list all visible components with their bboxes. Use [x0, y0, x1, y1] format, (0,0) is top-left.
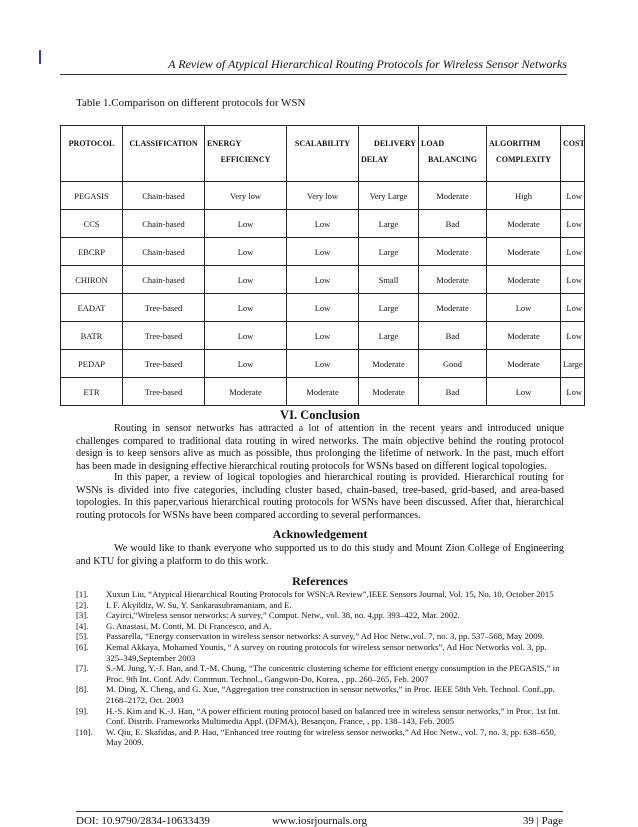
reference-number: [2]. [76, 599, 89, 610]
column-header-line: SCALABILITY [294, 139, 351, 148]
table-cell: PEDAP [61, 350, 123, 378]
table-cell: Low [287, 266, 359, 294]
table-cell: Low [561, 238, 585, 266]
column-header-line: DELIVERY [374, 139, 416, 148]
table-cell: Chain-based [123, 210, 205, 238]
table-cell: Low [205, 238, 287, 266]
table-cell: Large [561, 350, 585, 378]
reference-text: Passarella, “Energy conservation in wireless sensor networks: A survey,” Ad Hoc Netw.,vol. 7, no. 3, pp. 537–568, May 2009. [106, 631, 545, 642]
table-cell: Moderate [359, 378, 419, 406]
table-cell: Moderate [487, 238, 561, 266]
reference-item [76, 706, 566, 727]
table-cell: Low [205, 350, 287, 378]
table-cell: PEGASIS [61, 182, 123, 210]
table-cell: Low [561, 378, 585, 406]
acknowledgement-paragraph: We would like to thank everyone who supported us to do this study and Mount Zion College of Engineering and KTU for giving a platform to do this work. [76, 543, 564, 567]
table-cell: Low [487, 294, 561, 322]
column-header-line: PROTOCOL [68, 139, 115, 148]
footer-doi: DOI: 10.9790/2834-10633439 [76, 815, 210, 827]
reference-item [76, 631, 566, 642]
table-cell: Moderate [419, 182, 487, 210]
table-cell: Chain-based [123, 266, 205, 294]
table-cell: CHIRON [61, 266, 123, 294]
reference-item [76, 727, 566, 748]
table-cell: Bad [419, 210, 487, 238]
table-cell: Tree-based [123, 350, 205, 378]
table-cell: Very Large [359, 182, 419, 210]
table-cell: Moderate [419, 266, 487, 294]
footer-website: www.iosrjournals.org [271, 815, 368, 827]
table-cell: CCS [61, 210, 123, 238]
reference-text: Cayirci,“Wireless sensor networks: A survey,” Comput. Netw., vol. 38, no. 4,pp. 393–422, Mar. 2002. [106, 610, 460, 621]
table-cell: EBCRP [61, 238, 123, 266]
reference-number: [8]. [76, 684, 89, 695]
table-cell: Tree-based [123, 322, 205, 350]
reference-number: [9]. [76, 705, 89, 716]
column-header [419, 126, 487, 182]
table-cell: Moderate [487, 210, 561, 238]
table-cell: Low [205, 210, 287, 238]
table-cell: Moderate [205, 378, 287, 406]
table-cell: Small [359, 266, 419, 294]
table-cell: Low [561, 210, 585, 238]
reference-text: W. Qiu, E. Skafidas, and P. Hao, “Enhanced tree routing for wireless sensor networks,” Ad Hoc Netw., vol. 7, no. 3, pp. 638–650, May 2009. [106, 726, 557, 748]
column-header [123, 126, 205, 182]
table-cell: Moderate [487, 350, 561, 378]
table-cell: Moderate [487, 322, 561, 350]
table-cell: Bad [419, 378, 487, 406]
reference-item [76, 642, 566, 663]
table-cell: Large [359, 210, 419, 238]
reference-number: [3]. [76, 610, 89, 621]
table-cell: Low [287, 238, 359, 266]
column-header [287, 126, 359, 182]
table-header-row [61, 126, 585, 182]
column-header-line: ALGORITHM [489, 139, 541, 148]
table-row [61, 294, 585, 322]
table-row [61, 182, 585, 210]
table-cell: Low [205, 322, 287, 350]
reference-text: Xuxun Liu, “Atypical Hierarchical Routing Protocols for WSN:A Review”,IEEE Sensors Journal, Vol. 15, No. 10, October 2015 [106, 589, 554, 599]
table-cell: ETR [61, 378, 123, 406]
table-cell: Low [561, 182, 585, 210]
table-cell: Moderate [419, 294, 487, 322]
column-header-line: ENERGY [207, 139, 242, 148]
conclusion-paragraph-2: In this paper, a review of logical topologies and hierarchical routing is provided. Hierarchical routing for WSNs is divided into five categories, including cluster based, chain-based, tree-based, grid-based, and area-based topologies. In this paper,various hierarchical routing protocols for WSNs have been discussed. After that, hierarchical routing protocols for WSNs have been compared according to several performances. [76, 472, 564, 521]
table-cell: High [487, 182, 561, 210]
reference-item [76, 621, 566, 632]
column-header-line: DELAY [361, 155, 389, 164]
table-caption: Table 1.Comparison on different protocols for WSN [76, 97, 306, 109]
reference-item [76, 684, 566, 705]
table-cell: Low [561, 322, 585, 350]
table-cell: Moderate [359, 350, 419, 378]
table-row [61, 350, 585, 378]
table-cell: Moderate [487, 266, 561, 294]
table-row [61, 322, 585, 350]
margin-mark [39, 50, 41, 64]
column-header [205, 126, 287, 182]
table-row [61, 210, 585, 238]
reference-number: [10]. [76, 726, 93, 737]
reference-text: M. Ding, X. Cheng, and G. Xue, “Aggregation tree construction in sensor networks,” in Proc. IEEE 58th Veh. Technol. Conf.,pp. 2168–2172, Oct. 2003 [106, 684, 555, 705]
table-cell: Large [359, 238, 419, 266]
table-cell: Low [287, 350, 359, 378]
footer-page-number: 39 | Page [522, 815, 563, 827]
reference-text: G. Anastasi, M. Conti, M. Di Francesco, and A. [106, 620, 272, 631]
reference-text: I. F. Akyildiz, W. Su, Y. Sankarasubramaniam, and E. [106, 599, 292, 610]
table-cell: Chain-based [123, 238, 205, 266]
conclusion-paragraph-1: Routing in sensor networks has attracted a lot of attention in the recent years and introduced unique challenges compared to traditional data routing in wired networks. The main objective behind the routing protocol design is to keep sensors alive as much as possible, thus prolonging the lifetime of network. In the past, much effort has been made in designing effective hierarchical routing protocols for WSNs based on different logical topologies. [76, 423, 564, 472]
reference-item [76, 589, 566, 600]
table-cell: Low [287, 294, 359, 322]
column-header-line: CLASSIFICATION [129, 139, 198, 148]
column-header-line: COMPLEXITY [495, 155, 552, 164]
table-cell: Chain-based [123, 182, 205, 210]
table-cell: Moderate [287, 378, 359, 406]
table-cell: Very low [205, 182, 287, 210]
table-cell: Low [561, 294, 585, 322]
table-cell: Low [205, 266, 287, 294]
table-cell: Low [287, 322, 359, 350]
table-cell: Low [205, 294, 287, 322]
table-cell: Moderate [419, 238, 487, 266]
table-cell: Tree-based [123, 378, 205, 406]
table-cell: Large [359, 322, 419, 350]
reference-text: H.-S. Kim and K.-J. Han, “A power efficient routing protocol based on balanced tree in wireless sensor networks,” in Proc. 1st Int. Conf. Distrib. Frameworks Multimedia Appl. (DFMA), Besançon, France, , pp. 138–143, Feb. 2005 [106, 705, 561, 727]
table-cell: BATR [61, 322, 123, 350]
table-row [61, 266, 585, 294]
comparison-table [60, 125, 585, 406]
column-header-line: LOAD [421, 139, 445, 148]
page-footer [76, 811, 563, 827]
table-row [61, 378, 585, 406]
table-row [61, 238, 585, 266]
column-header-line: EFFICIENCY [220, 155, 271, 164]
table-cell: Large [359, 294, 419, 322]
reference-number: [4]. [76, 620, 89, 631]
reference-number: [1]. [76, 589, 89, 599]
table-cell: Good [419, 350, 487, 378]
reference-item [76, 600, 566, 611]
reference-text: S.-M. Jung, Y.-J. Han, and T.-M. Chung, “The concentric clustering scheme for efficient energy consumption in the PEGASIS,” in Proc. 9th Int. Conf. Adv. Commun. Technol., Gangwon-Do, Korea, , pp. 260–265, Feb. 2007 [106, 663, 560, 684]
column-header-line: COST [563, 139, 585, 148]
column-header [561, 126, 585, 182]
column-header [61, 126, 123, 182]
table-cell: Low [561, 266, 585, 294]
column-header-line: BALANCING [428, 155, 477, 164]
reference-item [76, 663, 566, 684]
acknowledgement-heading: Acknowledgement [272, 527, 368, 541]
table-cell: Tree-based [123, 294, 205, 322]
reference-item [76, 610, 566, 621]
reference-number: [7]. [76, 663, 89, 674]
running-header: A Review of Atypical Hierarchical Routing Protocols for Wireless Sensor Networks [60, 57, 567, 75]
table-cell: Bad [419, 322, 487, 350]
table-cell: Very low [287, 182, 359, 210]
reference-list [76, 589, 566, 748]
table-cell: Low [487, 378, 561, 406]
table-cell: EADAT [61, 294, 123, 322]
reference-text: Kemal Akkaya, Mohamed Younis, “ A survey on routing protocols for wireless sensor networks”, Ad Hoc Networks vol. 3, pp. 325–349,September 2003 [106, 641, 547, 663]
column-header [487, 126, 561, 182]
table-cell: Low [287, 210, 359, 238]
conclusion-heading: VI. Conclusion [280, 408, 360, 422]
references-heading: References [292, 574, 348, 588]
reference-number: [5]. [76, 631, 89, 642]
reference-number: [6]. [76, 641, 89, 652]
column-header [359, 126, 419, 182]
